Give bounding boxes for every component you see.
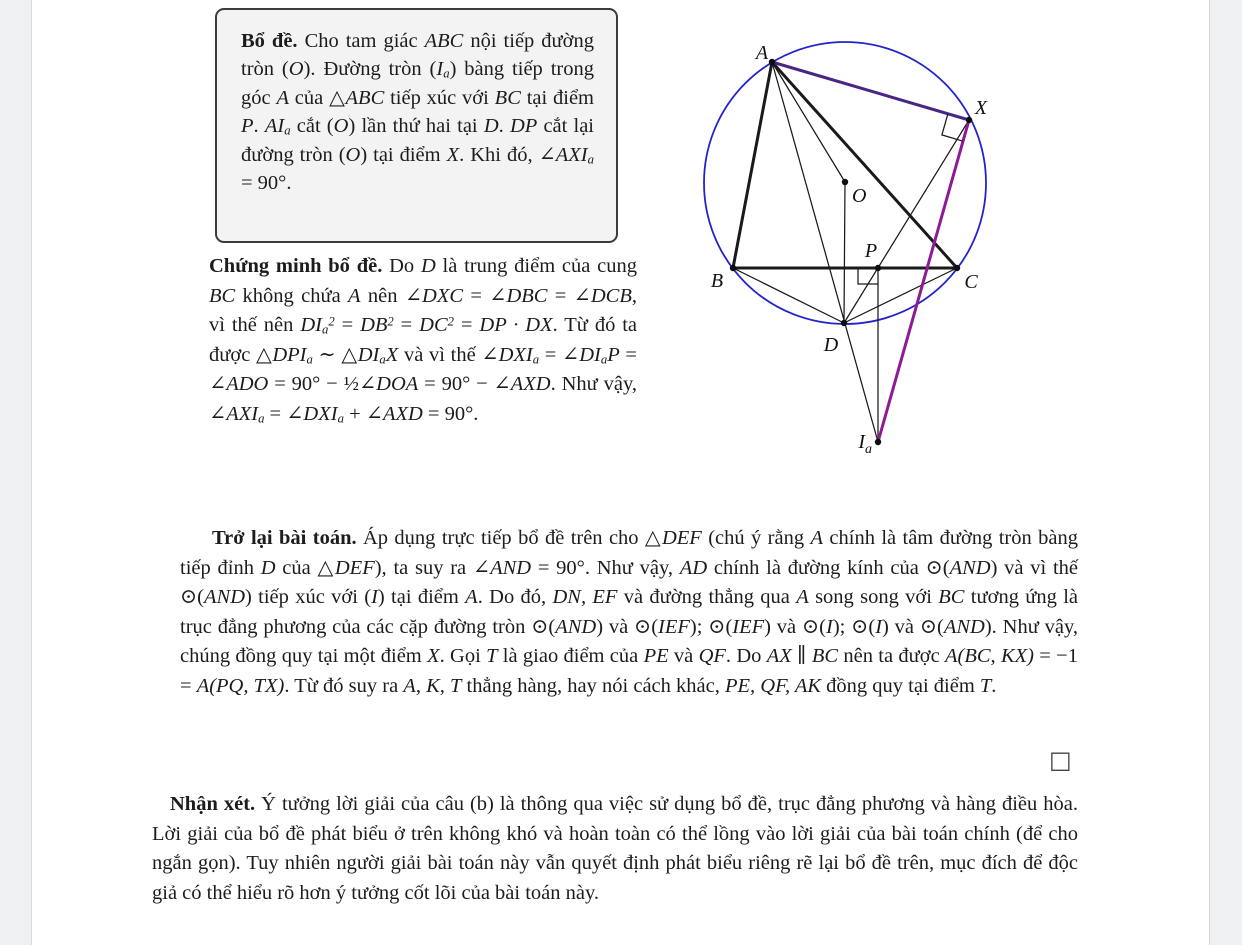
proof-paragraph <box>209 252 637 429</box>
proof-heading: Chứng minh bổ đề. <box>209 255 383 277</box>
point-dot-O <box>842 179 848 185</box>
segment-XIa <box>878 120 969 442</box>
point-label-A: A <box>755 42 769 64</box>
lemma-paragraph <box>241 27 594 197</box>
point-label-D: D <box>823 334 839 356</box>
point-label-B: B <box>710 270 724 292</box>
geometry-figure <box>690 10 1020 480</box>
point-dot-X <box>966 117 972 123</box>
point-label-Ia: $I_a$ <box>858 431 872 457</box>
document-page <box>31 0 1209 945</box>
remark-text: Ý tưởng lời giải của câu (b) là thông qua việc sử dụng bổ đề, trục đẳng phương và hàng điều hòa. Lời giải của bổ đề phát biểu ở trên không khó và hoàn toàn có thể lồng vào lời giải của bài toán chính (để cho ngắn gọn). Tuy nhiên người giải bài toán này vẫn quyết định phát biểu riêng rẽ lại bổ đề trên, mục đích để độc giả có thể hiểu rõ hơn ý tưởng cốt lõi của bài toán này. <box>152 793 1078 904</box>
remark-heading: Nhận xét. <box>170 793 256 815</box>
solution-heading: Trở lại bài toán. <box>212 527 357 549</box>
point-dot-P <box>875 265 881 271</box>
segment-DB <box>733 268 844 323</box>
point-label-P: P <box>864 240 878 262</box>
point-dot-Ia <box>875 439 881 445</box>
point-label-X: X <box>974 97 988 119</box>
solution-text: Áp dụng trực tiếp bổ đề trên cho △DEF (chú ý rằng A chính là tâm đường tròn bàng tiếp đỉnh D của △DEF), ta suy ra ∠AND = 90°. Như vậy, AD chính là đường kính của ⊙(AND) và vì thế ⊙(AND) tiếp xúc với (I) tại điểm A. Do đó, DN, EF và đường thẳng qua A song song với BC tương ứng là trục đẳng phương của các cặp đường tròn ⊙(AND) và ⊙(IEF); ⊙(IEF) và ⊙(I); ⊙(I) và ⊙(AND). Như vậy, chúng đồng quy tại một điểm X. Gọi T là giao điểm của PE và QF. Do AX ∥ BC nên ta được A(BC, KX) = −1 = A(PQ, TX). Từ đó suy ra A, K, T thẳng hàng, hay nói cách khác, PE, QF, AK đồng quy tại điểm T. <box>180 527 1079 697</box>
lemma-box <box>215 8 618 243</box>
segment-OD <box>844 182 845 323</box>
viewer-margin-right <box>1209 0 1242 945</box>
viewer-margin-left <box>0 0 32 945</box>
solution-paragraph <box>180 524 1078 701</box>
right-angle-mark-1 <box>858 268 878 284</box>
lemma-text: Cho tam giác ABC nội tiếp đường tròn (O). Đường tròn $(I_a)$ bàng tiếp trong góc A của △ABC tiếp xúc với BC tại điểm P. $AI_a$ cắt (O) lần thứ hai tại D. DP cắt lại đường tròn (O) tại điểm X. Khi đó, $\angle AXI_a = 90^\circ$. <box>241 30 595 195</box>
point-dot-C <box>954 265 960 271</box>
qed-symbol: □ <box>1049 746 1072 774</box>
proof-text: Do D là trung điểm của cung BC không chứa A nên ∠DXC = ∠DBC = ∠DCB, vì thế nên $DI_a^2 = DB^2 = DC^2$ = DP · DX. Từ đó ta được $\triangle DPI_a$ ∼ $\triangle DI_aX$ và vì thế $\angle DXI_a$ = $\angle DI_aP$ = ∠ADO = 90° − ½∠DOA = 90° − ∠AXD. Như vậy, $\angle AXI_a$ = $\angle DXI_a$ + ∠AXD = 90°. <box>209 255 638 426</box>
point-dot-A <box>769 59 775 65</box>
point-dot-B <box>730 265 736 271</box>
segment-AC <box>772 62 957 268</box>
point-dot-D <box>841 320 847 326</box>
point-label-O: O <box>852 185 867 207</box>
segment-AB <box>733 62 772 268</box>
lemma-heading: Bổ đề. <box>241 30 298 52</box>
remark-paragraph <box>152 790 1078 908</box>
point-label-C: C <box>964 271 978 293</box>
